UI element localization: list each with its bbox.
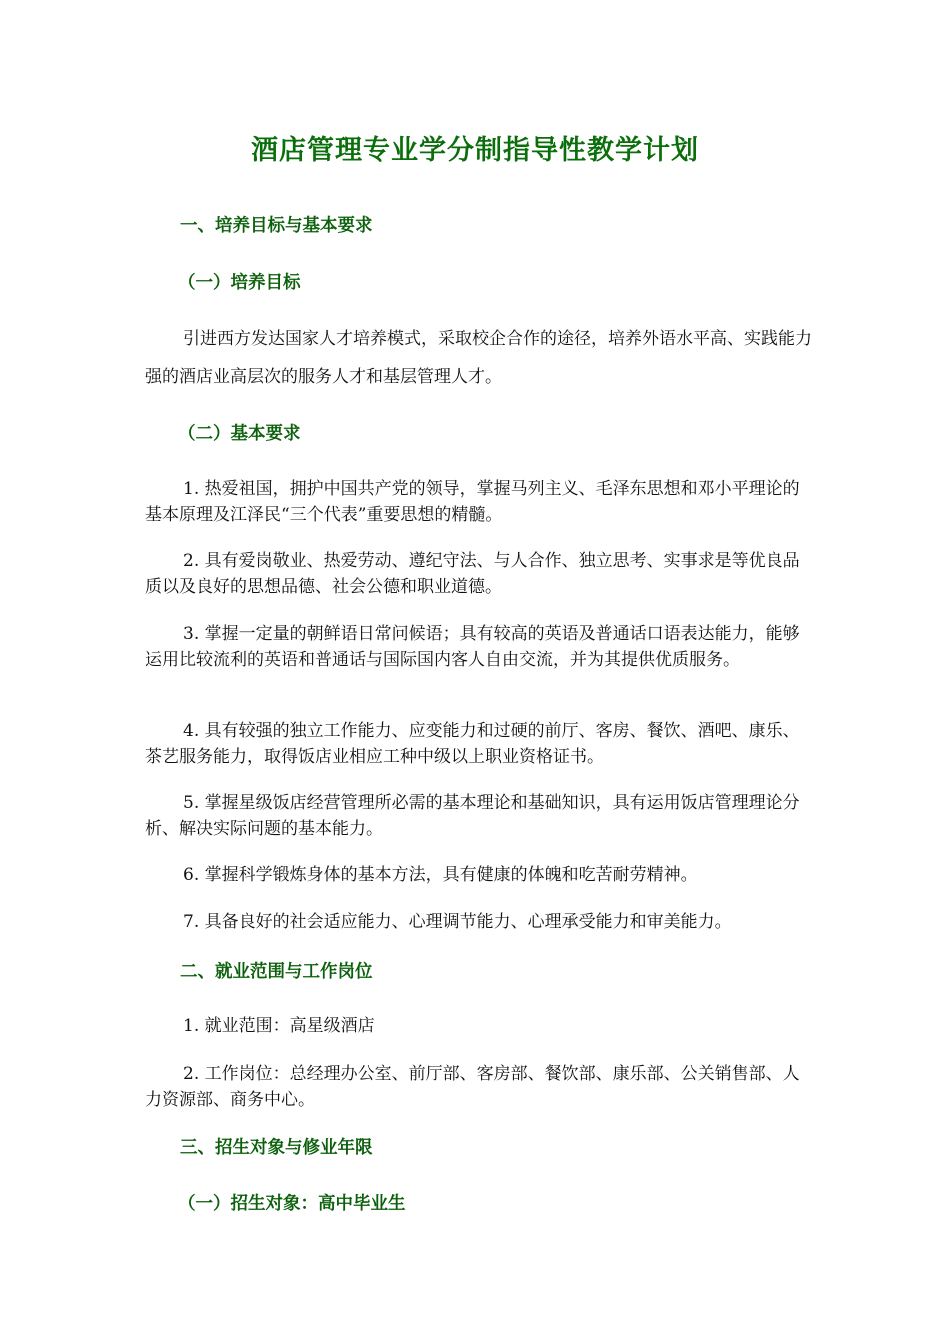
subsection-heading-requirements: （二）基本要求 bbox=[178, 424, 301, 444]
employment-item-1: 1. 就业范围：高星级酒店 bbox=[183, 1016, 375, 1036]
section-heading-2: 二、就业范围与工作岗位 bbox=[180, 962, 373, 982]
section-heading-1: 一、培养目标与基本要求 bbox=[180, 216, 373, 236]
requirement-item-6: 6. 掌握科学锻炼身体的基本方法，具有健康的体魄和吃苦耐劳精神。 bbox=[183, 865, 698, 885]
requirement-item-7: 7. 具备良好的社会适应能力、心理调节能力、心理承受能力和审美能力。 bbox=[183, 912, 732, 932]
goal-paragraph: 引进西方发达国家人才培养模式，采取校企合作的途径，培养外语水平高、实践能力强的酒店业高层次的服务人才和基层管理人才。 bbox=[145, 329, 812, 387]
subsection-heading-enrollment: （一）招生对象：高中毕业生 bbox=[178, 1194, 406, 1214]
section-heading-3: 三、招生对象与修业年限 bbox=[180, 1138, 373, 1158]
requirement-item-5: 5. 掌握星级饭店经营管理所必需的基本理论和基础知识，具有运用饭店管理理论分析、解决实际问题的基本能力。 bbox=[145, 793, 800, 839]
requirement-item-1: 1. 热爱祖国，拥护中国共产党的领导，掌握马列主义、毛泽东思想和邓小平理论的基本原理及江泽民“三个代表”重要思想的精髓。 bbox=[145, 479, 800, 525]
requirement-item-4: 4. 具有较强的独立工作能力、应变能力和过硬的前厅、客房、餐饮、酒吧、康乐、茶艺服务能力，取得饭店业相应工种中级以上职业资格证书。 bbox=[145, 721, 800, 767]
requirement-item-2: 2. 具有爱岗敬业、热爱劳动、遵纪守法、与人合作、独立思考、实事求是等优良品质以及良好的思想品德、社会公德和职业道德。 bbox=[145, 551, 800, 597]
employment-item-2: 2. 工作岗位：总经理办公室、前厅部、客房部、餐饮部、康乐部、公关销售部、人力资源部、商务中心。 bbox=[145, 1064, 800, 1110]
subsection-heading-goal: （一）培养目标 bbox=[178, 273, 301, 293]
document-title: 酒店管理专业学分制指导性教学计划 bbox=[251, 135, 699, 166]
requirement-item-3: 3. 掌握一定量的朝鲜语日常问候语；具有较高的英语及普通话口语表达能力，能够运用比较流利的英语和普通话与国际国内客人自由交流，并为其提供优质服务。 bbox=[145, 624, 800, 670]
